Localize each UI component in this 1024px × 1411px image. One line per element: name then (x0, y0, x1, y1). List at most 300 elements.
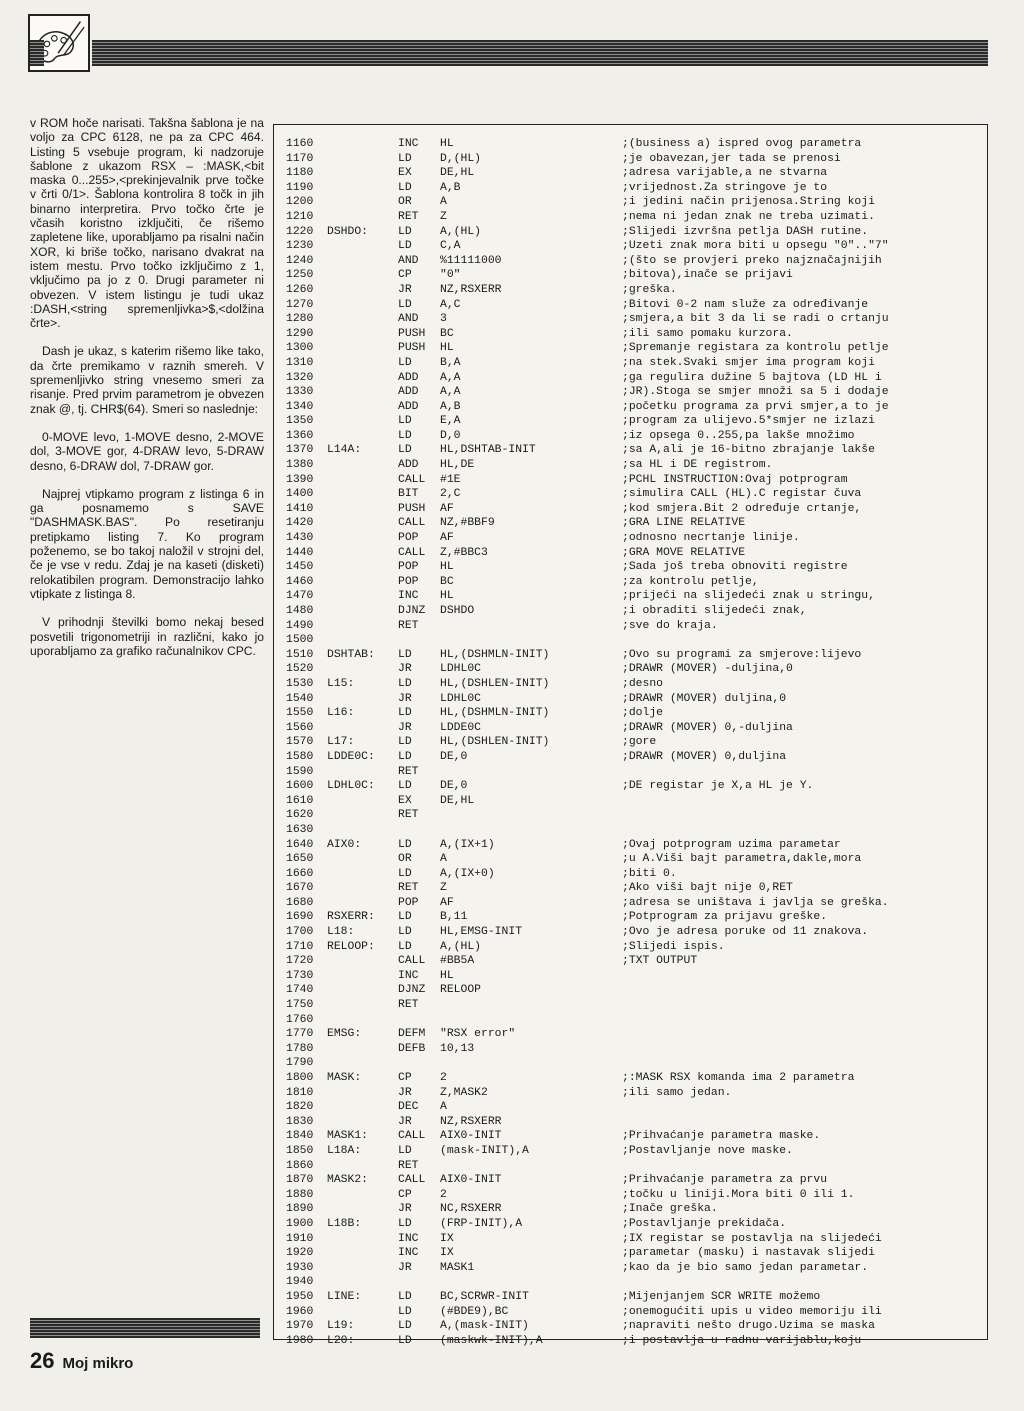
listing-line-number: 1870 (286, 1174, 314, 1187)
listing-comment: ;DRAWR (MOVER) 0,-duljina (622, 721, 793, 734)
listing-comment: ;Uzeti znak mora biti u opsegu "0".."7" (622, 240, 889, 253)
listing-line-number: 1890 (286, 1203, 314, 1216)
listing-line (282, 152, 982, 167)
footer-rule (30, 1318, 260, 1338)
listing-line (282, 181, 982, 196)
listing-line-number: 1970 (286, 1320, 314, 1333)
listing-opcode: LD (398, 926, 412, 939)
listing-operand: AF (440, 502, 454, 515)
listing-line (282, 443, 982, 458)
listing-comment: ;Postavljanje prekidača. (622, 1217, 787, 1230)
listing-comment: ;(što se provjeri preko najznačajnijih (622, 254, 882, 267)
listing-operand: BC (440, 327, 454, 340)
listing-operand: HL (440, 342, 454, 355)
listing-line-number: 1410 (286, 502, 314, 515)
listing-operand: 2 (440, 1072, 447, 1084)
listing-opcode: CALL (398, 955, 426, 968)
listing-comment: ;DRAWR (MOVER) 0,duljina (622, 750, 787, 763)
page-number: 26 (30, 1348, 55, 1373)
listing-line-number: 1520 (286, 663, 314, 676)
listing-line-number: 1490 (286, 619, 314, 632)
listing-line-number: 1430 (286, 532, 314, 545)
listing-line (282, 1232, 982, 1247)
listing-line (282, 429, 982, 444)
listing-opcode: LD (398, 356, 412, 369)
listing-opcode: LD (398, 152, 412, 165)
listing-line-number: 1170 (286, 152, 314, 165)
listing-line-number: 1350 (286, 415, 314, 428)
listing-line (282, 779, 982, 794)
listing-line-number: 1210 (286, 210, 314, 223)
listing-line-number: 1530 (286, 677, 314, 690)
listing-line (282, 1042, 982, 1057)
listing-opcode: CALL (398, 1174, 426, 1187)
listing-line-number: 1670 (286, 882, 314, 895)
magazine-name: Moj mikro (62, 1355, 134, 1372)
listing-label: L14A: (327, 444, 362, 457)
listing-line (282, 706, 982, 721)
listing-opcode: OR (398, 853, 412, 866)
listing-line (282, 473, 982, 488)
listing-line (282, 385, 982, 400)
article-paragraph: 0-MOVE levo, 1-MOVE desno, 2-MOVE dol, 3-MOVE gor, 4-DRAW levo, 5-DRAW desno, 6-DRAW dol, 7-DRAW gor. (30, 429, 264, 473)
listing-line (282, 1173, 982, 1188)
listing-line-number: 1840 (286, 1130, 314, 1143)
listing-line (282, 1188, 982, 1203)
listing-opcode: PUSH (398, 327, 426, 340)
listing-line-number: 1510 (286, 648, 314, 661)
listing-line (282, 1027, 982, 1042)
listing-comment: ;i postavlja u radnu varijablu,koju (622, 1334, 862, 1347)
listing-comment: ;napraviti nešto drugo.Uzima se maska (622, 1320, 875, 1333)
listing-line (282, 1129, 982, 1144)
listing-line-number: 1550 (286, 707, 314, 720)
listing-comment: ;je obavezan,jer tada se prenosi (622, 152, 841, 165)
listing-operand: Z (440, 210, 447, 223)
listing-line-number: 1830 (286, 1115, 314, 1128)
listing-line-number: 1160 (286, 138, 314, 150)
listing-opcode: AND (398, 313, 419, 326)
listing-operand: DE,0 (440, 750, 468, 763)
listing-line (282, 969, 982, 984)
listing-opcode: POP (398, 896, 419, 909)
listing-opcode: LD (398, 648, 412, 661)
assembly-listing (282, 137, 982, 1348)
listing-operand: AF (440, 896, 454, 909)
listing-line-number: 1930 (286, 1261, 314, 1274)
listing-line (282, 371, 982, 386)
listing-comment: ;DE registar je X,a HL je Y. (622, 780, 814, 793)
listing-operand: A (440, 1101, 447, 1114)
listing-operand: A (440, 853, 447, 866)
listing-line-number: 1380 (286, 459, 314, 472)
listing-comment: ;dolje (622, 707, 664, 720)
listing-opcode: LD (398, 780, 412, 793)
listing-line-number: 1400 (286, 488, 314, 501)
listing-opcode: JR (398, 692, 412, 705)
listing-operand: LDHL0C (440, 692, 482, 705)
listing-line-number: 1680 (286, 896, 314, 909)
listing-opcode: LD (398, 750, 412, 763)
listing-line (282, 546, 982, 561)
listing-line-number: 1240 (286, 254, 314, 267)
listing-line-number: 1320 (286, 371, 314, 384)
listing-opcode: ADD (398, 386, 419, 399)
listing-operand: NZ,RSXERR (440, 283, 502, 296)
listing-line-number: 1940 (286, 1276, 314, 1289)
listing-operand: DE,HL (440, 794, 475, 807)
header-rule (92, 40, 988, 66)
listing-comment: ;sa HL i DE registrom. (622, 459, 773, 472)
listing-line (282, 1275, 982, 1290)
listing-line (282, 910, 982, 925)
listing-opcode: JR (398, 1261, 412, 1274)
listing-line-number: 1270 (286, 298, 314, 311)
listing-operand: "0" (440, 269, 461, 282)
listing-operand: 2 (440, 1188, 447, 1201)
listing-line (282, 341, 982, 356)
listing-opcode: JR (398, 283, 412, 296)
listing-line-number: 1810 (286, 1086, 314, 1099)
listing-line (282, 1100, 982, 1115)
listing-label: AIX0: (327, 838, 362, 851)
listing-operand: A,B (440, 181, 461, 194)
listing-line-number: 1710 (286, 940, 314, 953)
listing-opcode: ADD (398, 371, 419, 384)
listing-opcode: AND (398, 254, 419, 267)
listing-line-number: 1920 (286, 1247, 314, 1260)
listing-opcode: EX (398, 794, 412, 807)
listing-label: EMSG: (327, 1028, 362, 1041)
listing-operand: A,(HL) (440, 225, 482, 238)
listing-opcode: LD (398, 1144, 412, 1157)
listing-opcode: JR (398, 721, 412, 734)
listing-label: MASK1: (327, 1130, 369, 1143)
listing-line (282, 531, 982, 546)
listing-comment: ;TXT OUTPUT (622, 955, 698, 968)
listing-comment: ;Mijenjanjem SCR WRITE možemo (622, 1290, 821, 1303)
listing-comment: ;za kontrolu petlje, (622, 575, 759, 588)
listing-comment: ;program za ulijevo.5*smjer ne izlazi (622, 415, 875, 428)
listing-line (282, 808, 982, 823)
listing-opcode: RET (398, 619, 419, 632)
listing-line-number: 1690 (286, 911, 314, 924)
listing-line-number: 1880 (286, 1188, 314, 1201)
listing-line (282, 254, 982, 269)
listing-line-number: 1420 (286, 517, 314, 530)
listing-label: L19: (327, 1320, 355, 1333)
listing-label: L15: (327, 677, 355, 690)
listing-opcode: OR (398, 196, 412, 209)
listing-comment: ;gore (622, 736, 657, 749)
listing-label: MASK2: (327, 1174, 369, 1187)
listing-operand: Z,#BBC3 (440, 546, 488, 559)
listing-operand: HL,(DSHMLN-INIT) (440, 707, 550, 720)
listing-operand: HL,(DSHLEN-INIT) (440, 677, 550, 690)
listing-line-number: 1370 (286, 444, 314, 457)
listing-opcode: PUSH (398, 342, 426, 355)
listing-line-number: 1740 (286, 984, 314, 997)
listing-comment: ;Slijedi izvršna petlja DASH rutine. (622, 225, 869, 238)
listing-line (282, 925, 982, 940)
listing-line-number: 1650 (286, 853, 314, 866)
listing-comment: ;Ovaj potprogram uzima parametar (622, 838, 841, 851)
listing-line (282, 575, 982, 590)
listing-operand: HL,DE (440, 459, 475, 472)
listing-opcode: DEFM (398, 1028, 426, 1041)
listing-line-number: 1250 (286, 269, 314, 282)
listing-opcode: LD (398, 707, 412, 720)
listing-line (282, 268, 982, 283)
listing-operand: AIX0-INIT (440, 1130, 502, 1143)
listing-line-number: 1640 (286, 838, 314, 851)
listing-comment: ;GRA MOVE RELATIVE (622, 546, 746, 559)
listing-opcode: LD (398, 298, 412, 311)
listing-line (282, 560, 982, 575)
listing-line (282, 589, 982, 604)
listing-opcode: LD (398, 240, 412, 253)
listing-comment: ;Bitovi 0-2 nam služe za određivanje (622, 298, 869, 311)
listing-comment: ;GRA LINE RELATIVE (622, 517, 746, 530)
listing-label: L18: (327, 926, 355, 939)
listing-operand: D,0 (440, 429, 461, 442)
listing-comment: ;Postavljanje nove maske. (622, 1144, 793, 1157)
listing-line-number: 1340 (286, 400, 314, 413)
listing-operand: "RSX error" (440, 1028, 516, 1041)
listing-line (282, 998, 982, 1013)
listing-comment: ;prijeći na slijedeći znak u stringu, (622, 590, 875, 603)
listing-line (282, 312, 982, 327)
listing-label: L18B: (327, 1217, 362, 1230)
listing-comment: ;biti 0. (622, 867, 677, 880)
listing-operand: HL (440, 590, 454, 603)
listing-comment: ;JR).Stoga se smjer množi sa 5 i dodaje (622, 386, 889, 399)
listing-operand: A,C (440, 298, 461, 311)
listing-comment: ;desno (622, 677, 664, 690)
listing-line (282, 283, 982, 298)
listing-comment: ;početku programa za prvi smjer,a to je (622, 400, 889, 413)
listing-line (282, 1115, 982, 1130)
page-footer (30, 1348, 133, 1378)
listing-operand: NZ,RSXERR (440, 1115, 502, 1128)
listing-operand: MASK1 (440, 1261, 475, 1274)
listing-label: MASK: (327, 1072, 362, 1084)
listing-line (282, 750, 982, 765)
listing-comment: ;smjera,a bit 3 da li se radi o crtanju (622, 313, 889, 326)
listing-opcode: LD (398, 1217, 412, 1230)
listing-comment: ;adresa varijable,a ne stvarna (622, 167, 828, 180)
listing-line-number: 1780 (286, 1042, 314, 1055)
listing-line-number: 1390 (286, 473, 314, 486)
listing-line (282, 298, 982, 313)
listing-opcode: ADD (398, 459, 419, 472)
listing-line (282, 487, 982, 502)
listing-comment: ;na stek.Svaki smjer ima program koji (622, 356, 875, 369)
listing-comment: ;kao da je bio samo jedan parametar. (622, 1261, 869, 1274)
listing-operand: AIX0-INIT (440, 1174, 502, 1187)
listing-line (282, 414, 982, 429)
listing-operand: (maskwk-INIT),A (440, 1334, 543, 1347)
listing-comment: ;odnosno necrtanje linije. (622, 532, 800, 545)
listing-line-number: 1580 (286, 750, 314, 763)
listing-opcode: LD (398, 867, 412, 880)
listing-operand: LDHL0C (440, 663, 482, 676)
listing-line (282, 1246, 982, 1261)
listing-opcode: INC (398, 138, 419, 150)
listing-operand: DE,HL (440, 167, 475, 180)
listing-line-number: 1980 (286, 1334, 314, 1347)
listing-line-number: 1910 (286, 1232, 314, 1245)
listing-operand: (mask-INIT),A (440, 1144, 529, 1157)
listing-comment: ;iz opsega 0..255,pa lakše množimo (622, 429, 855, 442)
listing-operand: A,(IX+0) (440, 867, 495, 880)
listing-label: L20: (327, 1334, 355, 1347)
listing-operand: BC (440, 575, 454, 588)
listing-operand: 3 (440, 313, 447, 326)
listing-comment: ;Prihvaćanje parametra za prvu (622, 1174, 828, 1187)
listing-label: L16: (327, 707, 355, 720)
listing-comment: ;IX registar se postavlja na slijedeći (622, 1232, 882, 1245)
listing-line-number: 1570 (286, 736, 314, 749)
listing-operand: HL,(DSHMLN-INIT) (440, 648, 550, 661)
listing-line-number: 1760 (286, 1013, 314, 1026)
listing-opcode: INC (398, 1232, 419, 1245)
listing-line-number: 1620 (286, 809, 314, 822)
listing-line-number: 1190 (286, 181, 314, 194)
listing-operand: Z (440, 882, 447, 895)
listing-line (282, 954, 982, 969)
listing-line-number: 1290 (286, 327, 314, 340)
listing-opcode: LD (398, 225, 412, 238)
listing-operand: B,A (440, 356, 461, 369)
listing-line-number: 1630 (286, 823, 314, 836)
listing-comment: ;ga regulira dužine 5 bajtova (LD HL i (622, 371, 882, 384)
listing-label: RSXERR: (327, 911, 375, 924)
listing-line (282, 721, 982, 736)
listing-opcode: LD (398, 736, 412, 749)
listing-comment: ;Prihvaćanje parametra maske. (622, 1130, 821, 1143)
listing-line-number: 1900 (286, 1217, 314, 1230)
article-paragraph: V prihodnji številki bomo nekaj besed posvetili trigonometriji in različni, kako jo uporabljamo za grafiko računalnikov CPC. (30, 615, 264, 658)
listing-line (282, 1290, 982, 1305)
listing-comment: ;Ovo je adresa poruke od 11 znakova. (622, 926, 869, 939)
listing-opcode: CP (398, 1188, 412, 1201)
listing-label: LDDE0C: (327, 750, 375, 763)
listing-opcode: INC (398, 1247, 419, 1260)
listing-opcode: CALL (398, 1130, 426, 1143)
listing-opcode: JR (398, 663, 412, 676)
listing-comment: ;adresa se uništava i javlja se greška. (622, 896, 889, 909)
listing-comment: ;ili samo jedan. (622, 1086, 732, 1099)
listing-line-number: 1330 (286, 386, 314, 399)
listing-line-number: 1610 (286, 794, 314, 807)
listing-line-number: 1750 (286, 999, 314, 1012)
listing-opcode: POP (398, 532, 419, 545)
listing-opcode: CALL (398, 473, 426, 486)
listing-line (282, 137, 982, 152)
listing-operand: BC,SCRWR-INIT (440, 1290, 529, 1303)
listing-comment: ;Spremanje registara za kontrolu petlje (622, 342, 889, 355)
listing-line (282, 823, 982, 838)
listing-opcode: LD (398, 1305, 412, 1318)
listing-operand: A,(IX+1) (440, 838, 495, 851)
listing-line-number: 1590 (286, 765, 314, 778)
listing-line-number: 1280 (286, 313, 314, 326)
listing-comment: ;kod smjera.Bit 2 određuje crtanje, (622, 502, 862, 515)
listing-comment: ;simulira CALL (HL).C registar čuva (622, 488, 862, 501)
listing-operand: 2,C (440, 488, 461, 501)
listing-line-number: 1790 (286, 1057, 314, 1070)
listing-line (282, 633, 982, 648)
listing-line-number: 1730 (286, 969, 314, 982)
listing-comment: ;onemogućiti upis u video memoriju ili (622, 1305, 882, 1318)
listing-line (282, 1159, 982, 1174)
listing-line-number: 1960 (286, 1305, 314, 1318)
listing-line-number: 1660 (286, 867, 314, 880)
listing-line (282, 1334, 982, 1349)
listing-opcode: LD (398, 429, 412, 442)
listing-opcode: RET (398, 999, 419, 1012)
listing-opcode: CP (398, 1072, 412, 1084)
listing-opcode: JR (398, 1115, 412, 1128)
listing-opcode: DJNZ (398, 605, 426, 617)
listing-line (282, 648, 982, 663)
listing-operand: (FRP-INIT),A (440, 1217, 523, 1230)
listing-line-number: 1770 (286, 1028, 314, 1041)
listing-comment: ;Inače greška. (622, 1203, 718, 1216)
listing-opcode: DEC (398, 1101, 419, 1114)
listing-operand: A (440, 196, 447, 209)
listing-operand: NC,RSXERR (440, 1203, 502, 1216)
listing-line-number: 1560 (286, 721, 314, 734)
listing-opcode: LD (398, 444, 412, 457)
listing-label: L17: (327, 736, 355, 749)
listing-label: LINE: (327, 1290, 362, 1303)
listing-line-number: 1440 (286, 546, 314, 559)
listing-line-number: 1860 (286, 1159, 314, 1172)
article-paragraph: Dash je ukaz, s katerim rišemo like tako, da črte premikamo v raznih smereh. V spremenljivko string vnesemo smeri za risanje. Pred prvim parametrom je obvezen znak @, tj. CHR$(64). Smeri so naslednje: (30, 344, 264, 416)
listing-opcode: ADD (398, 400, 419, 413)
listing-operand: A,(HL) (440, 940, 482, 953)
listing-line-number: 1850 (286, 1144, 314, 1157)
listing-operand: DE,0 (440, 780, 468, 793)
listing-comment: ;ili samo pomaku kurzora. (622, 327, 793, 340)
listing-line (282, 1056, 982, 1071)
listing-line (282, 166, 982, 181)
listing-line-number: 1460 (286, 575, 314, 588)
listing-comment: ;Ovo su programi za smjerove:lijevo (622, 648, 862, 661)
listing-opcode: LD (398, 181, 412, 194)
listing-opcode: EX (398, 167, 412, 180)
article-paragraph: Najprej vtipkamo program z listinga 6 in ga posnamemo s SAVE "DASHMASK.BAS". Po resetiranju pretipkamo listing 7. Ko program poženemo, se bo takoj naložil v strojni del, če je vse v redu. Zdaj je na kaseti (disketi) relokatibilen program. Demonstracijo lahko vtipkate z listinga 8. (30, 486, 264, 601)
listing-opcode: CALL (398, 517, 426, 530)
listing-label: DSHDO: (327, 225, 369, 238)
listing-operand: AF (440, 532, 454, 545)
listing-comment: ;sve do kraja. (622, 619, 718, 632)
listing-comment: ;(business a) ispred ovog parametra (622, 138, 862, 150)
listing-opcode: DEFB (398, 1042, 426, 1055)
listing-comment: ;parametar (masku) i nastavak slijedi (622, 1247, 875, 1260)
listing-comment: ;Sada još treba obnoviti registre (622, 561, 848, 574)
listing-operand: HL,EMSG-INIT (440, 926, 523, 939)
listing-opcode: POP (398, 561, 419, 574)
listing-line (282, 400, 982, 415)
listing-line-number: 1300 (286, 342, 314, 355)
listing-line-number: 1950 (286, 1290, 314, 1303)
listing-operand: IX (440, 1232, 454, 1245)
listing-line (282, 239, 982, 254)
listing-opcode: CALL (398, 546, 426, 559)
